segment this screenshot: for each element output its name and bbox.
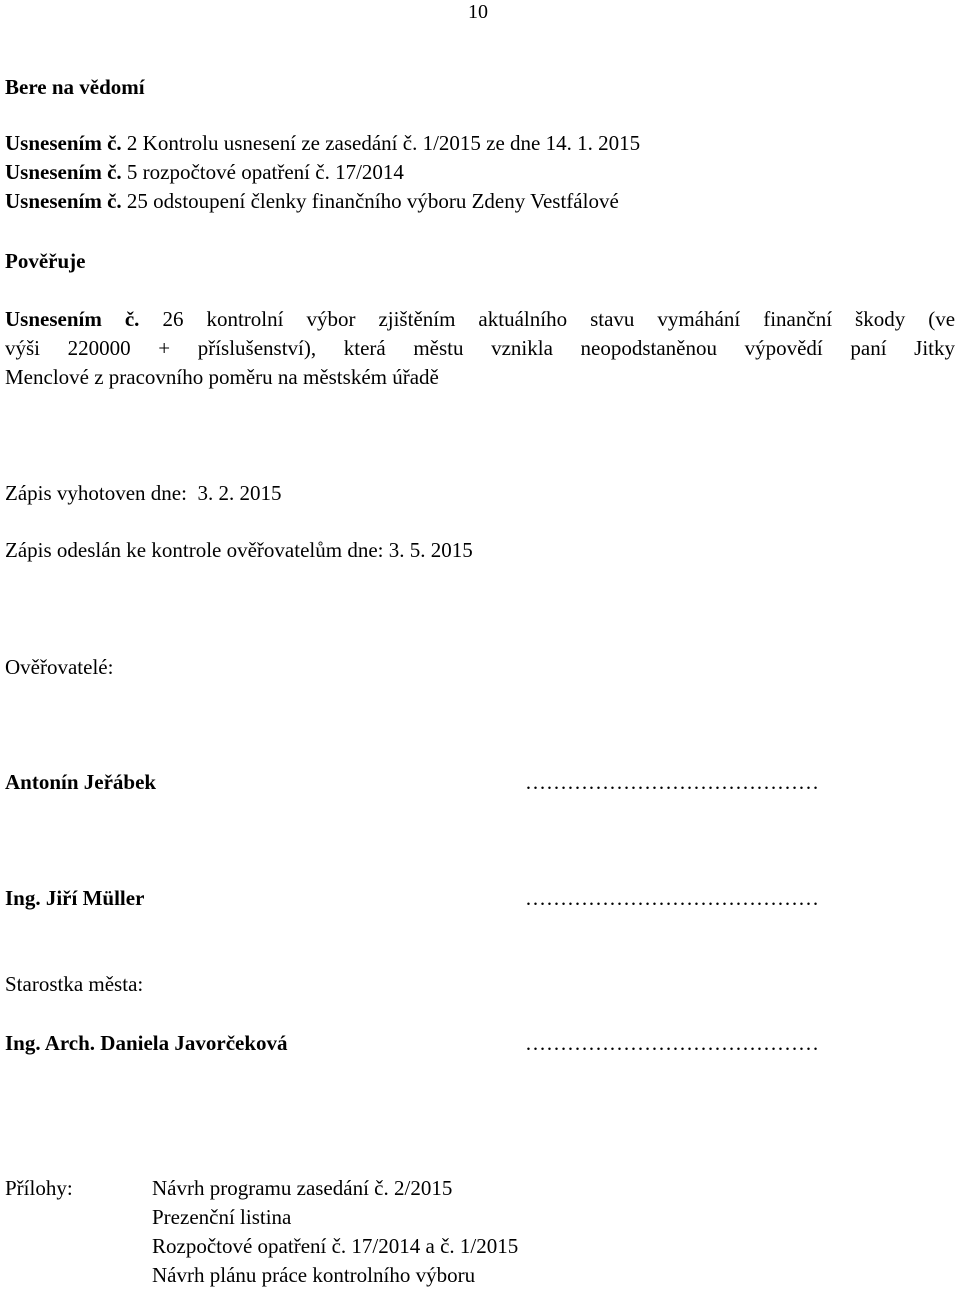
verifier-name: Ing. Jiří Müller bbox=[5, 886, 145, 910]
record-prepared-date: Zápis vyhotoven dne: 3. 2. 2015 bbox=[5, 481, 282, 505]
attachment-item: Prezenční listina bbox=[152, 1205, 292, 1229]
resolution-number: 2 bbox=[126, 131, 138, 155]
signature-line: …………………………………… bbox=[525, 772, 819, 793]
resolution-number: 25 bbox=[126, 189, 148, 213]
section-heading-acknowledges: Bere na vědomí bbox=[5, 75, 145, 99]
verifier-name: Antonín Jeřábek bbox=[5, 770, 157, 794]
resolution-line bbox=[5, 133, 640, 154]
signature-line: …………………………………… bbox=[525, 1033, 819, 1054]
paragraph-line: výši 220000 + příslušenství), která městu vznikla neopodstaněnou výpovědí paní Jitky bbox=[5, 336, 955, 360]
resolution-prefix: Usnesením č. bbox=[5, 131, 122, 155]
resolution-number: 26 bbox=[162, 307, 184, 331]
resolution-prefix: Usnesením č. bbox=[5, 189, 122, 213]
attachment-item: Rozpočtové opatření č. 17/2014 a č. 1/2015 bbox=[152, 1234, 519, 1258]
attachment-item: Návrh programu zasedání č. 2/2015 bbox=[152, 1176, 453, 1200]
mayor-name: Ing. Arch. Daniela Javorčeková bbox=[5, 1031, 288, 1055]
attachments-label: Přílohy: bbox=[5, 1176, 73, 1200]
paragraph-line: Menclové z pracovního poměru na městském úřadě bbox=[5, 365, 439, 389]
resolution-paragraph bbox=[5, 305, 955, 392]
paragraph-line bbox=[5, 305, 955, 334]
resolution-prefix: Usnesením č. bbox=[5, 307, 140, 331]
resolution-text: odstoupení členky finančního výboru Zdeny Vestfálové bbox=[153, 189, 619, 213]
section-heading-authorizes: Pověřuje bbox=[5, 249, 86, 273]
mayor-heading: Starostka města: bbox=[5, 972, 144, 996]
page-number: 10 bbox=[468, 1, 488, 23]
resolution-line bbox=[5, 162, 404, 183]
resolution-text: Kontrolu usnesení ze zasedání č. 1/2015 ze dne 14. 1. 2015 bbox=[142, 131, 641, 155]
record-sent-date: Zápis odeslán ke kontrole ověřovatelům dne: 3. 5. 2015 bbox=[5, 538, 473, 562]
resolution-line bbox=[5, 191, 619, 212]
resolution-number: 5 bbox=[126, 160, 138, 184]
resolution-text: rozpočtové opatření č. 17/2014 bbox=[142, 160, 404, 184]
signature-line: …………………………………… bbox=[525, 888, 819, 909]
resolution-text: kontrolní výbor zjištěním aktuálního stavu vymáhání finanční škody (ve bbox=[206, 307, 956, 331]
verifiers-heading: Ověřovatelé: bbox=[5, 655, 114, 679]
resolution-prefix: Usnesením č. bbox=[5, 160, 122, 184]
attachment-item: Návrh plánu práce kontrolního výboru bbox=[152, 1263, 476, 1287]
